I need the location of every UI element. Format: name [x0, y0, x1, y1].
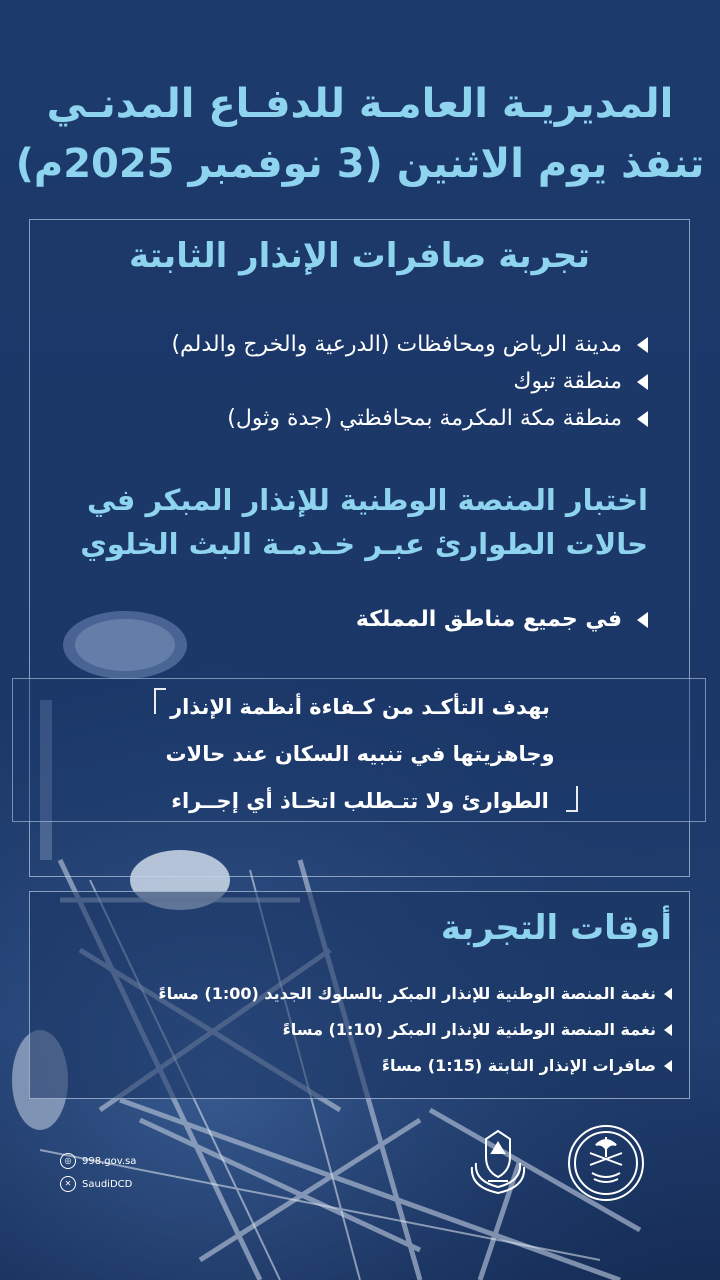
list-item [171, 363, 648, 400]
bullet-triangle-icon [664, 1060, 672, 1072]
page-title [0, 74, 720, 194]
list-item [171, 326, 648, 363]
bullet-triangle-icon [637, 411, 648, 427]
ministry-of-interior-emblem-icon [566, 1123, 646, 1203]
purpose-line-2: وجاهزيتها في تنبيه السكان عند حالات [165, 742, 555, 766]
x-logo-icon: ✕ [60, 1176, 76, 1192]
platform-test-heading [40, 478, 648, 566]
list-item [158, 1048, 672, 1084]
siren-test-title: تجربة صافرات الإنذار الثابتة [128, 236, 591, 276]
list-item [356, 600, 648, 640]
website-text: 998.gov.sa [82, 1155, 137, 1167]
times-list [158, 976, 672, 1084]
list-item [158, 1012, 672, 1048]
bullet-triangle-icon [664, 988, 672, 1000]
platform-line-2: حالات الطوارئ عبـر خـدمـة البث الخلوي [80, 527, 648, 561]
civil-defense-emblem-icon [458, 1123, 538, 1203]
web-icon: ◎ [60, 1153, 76, 1169]
website-link[interactable] [60, 1153, 136, 1169]
location-tabuk: منطقة تبوك [513, 369, 622, 394]
location-riyadh: مدينة الرياض ومحافظات (الدرعية والخرج والدلم) [171, 332, 622, 357]
bullet-triangle-icon [637, 337, 648, 353]
location-makkah: منطقة مكة المكرمة بمحافظتي (جدة وثول) [227, 406, 622, 431]
bullet-triangle-icon [637, 612, 648, 628]
platform-line-1: اختبار المنصة الوطنية للإنذار المبكر في [87, 483, 648, 517]
time-item-3: صافرات الإنذار الثابتة (1:15) مساءً [381, 1056, 656, 1075]
platform-scope: في جميع مناطق المملكة [355, 607, 622, 632]
title-line-1: المديريـة العامـة للدفـاع المدنـي [46, 81, 674, 127]
bullet-triangle-icon [637, 374, 648, 390]
list-item [171, 400, 648, 437]
platform-scope-list [356, 600, 648, 640]
list-item [158, 976, 672, 1012]
purpose-line-1: بهدف التأكـد من كـفاءة أنظمة الإنذار [170, 695, 550, 719]
bullet-triangle-icon [664, 1024, 672, 1036]
purpose-line-3: الطوارئ ولا تتـطلب اتخـاذ أي إجــراء [171, 789, 549, 813]
time-item-2: نغمة المنصة الوطنية للإنذار المبكر (1:10) مساءً [282, 1020, 656, 1039]
x-handle-text: SaudiDCD [82, 1178, 133, 1190]
title-line-2: تنفذ يوم الاثنين (3 نوفمبر 2025م) [15, 141, 705, 187]
purpose-text [150, 684, 570, 825]
time-item-1: نغمة المنصة الوطنية للإنذار المبكر بالسلوك الجديد (1:00) مساءً [158, 984, 656, 1003]
times-title: أوقات التجربة [440, 908, 672, 948]
x-account-link[interactable] [60, 1176, 132, 1192]
siren-locations-list [171, 326, 648, 437]
